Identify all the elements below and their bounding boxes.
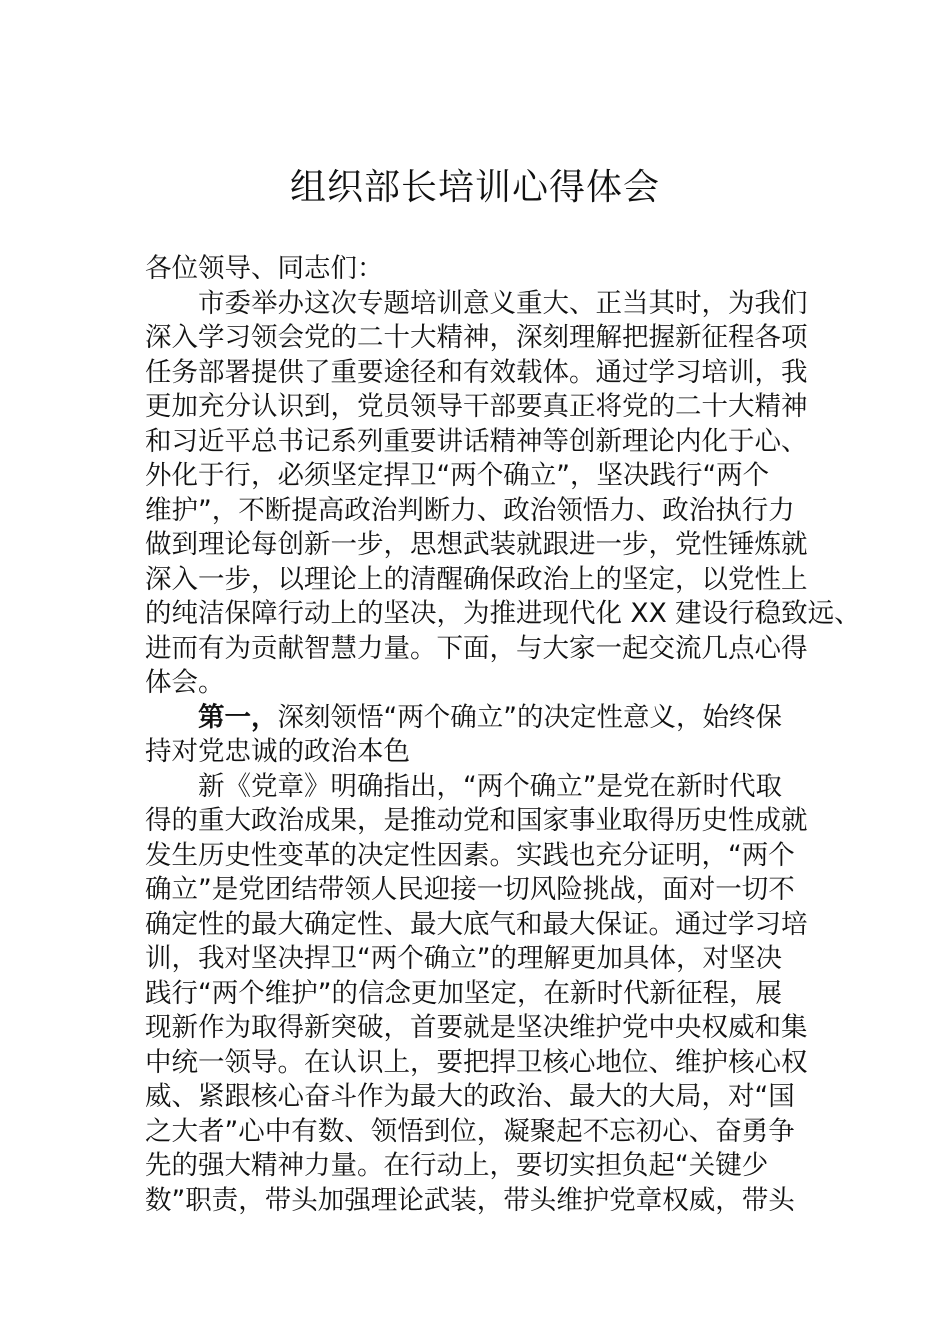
paragraph-line: 先的强大精神力量。在行动上，要切实担负起“关键少 <box>145 1150 769 1181</box>
paragraph-line: 和习近平总书记系列重要讲话精神等创新理论内化于心、 <box>145 425 808 457</box>
paragraph-line: 得的重大政治成果，是推动党和国家事业取得历史性成就 <box>145 805 808 836</box>
section-heading-1 <box>145 701 810 770</box>
paragraph-line: 深入一步，以理论上的清醒确保政治上的坚定，以党性上 <box>145 563 808 595</box>
paragraph-line: 维护”，不断提高政治判断力、政治领悟力、政治执行力 <box>145 494 795 526</box>
paragraph-line: 确立”是党团结带领人民迎接一切风险挑战，面对一切不 <box>145 874 795 905</box>
paragraph-line: 深入学习领会党的二十大精神，深刻理解把握新征程各项 <box>145 322 808 353</box>
paragraph-line: 体会。 <box>145 667 225 698</box>
paragraph-line: 数”职责，带头加强理论武装，带头维护党章权威，带头 <box>145 1184 795 1216</box>
paragraph-line: 现新作为取得新突破，首要就是坚决维护党中央权威和集 <box>145 1012 808 1043</box>
document-title: 组织部长培训心得体会 <box>289 167 660 208</box>
paragraph-line: 更加充分认识到，党员领导干部要真正将党的二十大精神 <box>145 391 808 422</box>
paragraph-line: 市委举办这次专题培训意义重大、正当其时，为我们 <box>198 287 808 319</box>
paragraph-line: 确定性的最大确定性、最大底气和最大保证。通过学习培 <box>145 908 808 940</box>
paragraph-line: 威、紧跟核心奋斗作为最大的政治、最大的大局，对“国 <box>145 1081 795 1112</box>
paragraph-line: 外化于行，必须坚定捍卫“两个确立”，坚决践行“两个 <box>145 460 770 491</box>
document-body <box>145 252 861 1218</box>
heading-lead: 第一， <box>198 701 278 733</box>
paragraph-1 <box>145 287 861 701</box>
paragraph-line: 做到理论每创新一步，思想武装就跟进一步，党性锤炼就 <box>145 529 808 560</box>
salutation: 各位领导、同志们： <box>145 253 384 284</box>
heading-text: 深刻领悟“两个确立”的决定性意义，始终保 <box>277 701 782 733</box>
paragraph-line: 践行“两个维护”的信念更加坚定，在新时代新征程，展 <box>145 977 782 1009</box>
heading-line <box>145 701 810 736</box>
paragraph-line: 训，我对坚决捍卫“两个确立”的理解更加具体，对坚决 <box>145 943 782 974</box>
paragraph-line: 新《党章》明确指出，“两个确立”是党在新时代取 <box>198 770 782 802</box>
paragraph-line: 之大者”心中有数、领悟到位，凝聚起不忘初心、奋勇争 <box>145 1115 795 1147</box>
paragraph-line: 发生历史性变革的决定性因素。实践也充分证明，“两个 <box>145 839 795 871</box>
heading-line: 持对党忠诚的政治本色 <box>145 736 410 767</box>
paragraph-line: 任务部署提供了重要途径和有效载体。通过学习培训，我 <box>145 356 808 388</box>
paragraph-2 <box>145 770 810 1219</box>
paragraph-line: 的纯洁保障行动上的坚决，为推进现代化 XX 建设行稳致远、 <box>145 598 861 629</box>
paragraph-line: 进而有为贡献智慧力量。下面，与大家一起交流几点心得 <box>145 632 808 664</box>
paragraph-line: 中统一领导。在认识上，要把捍卫核心地位、维护核心权 <box>145 1046 808 1078</box>
